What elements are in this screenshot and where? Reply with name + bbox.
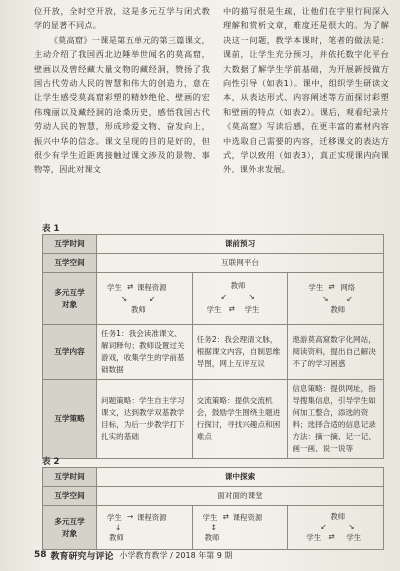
interaction-diagram [292, 510, 379, 546]
node-teacher: 教师 [330, 304, 346, 314]
diagram-cell [192, 273, 288, 325]
node-teacher: 教师 [131, 304, 146, 314]
arrow-icon: → [127, 511, 134, 521]
arrow-icon: ⇄ [127, 281, 134, 291]
interaction-diagram [101, 510, 188, 546]
node-student: 学生 [306, 532, 322, 542]
diagram-cell [97, 273, 193, 325]
row-header: 互学内容 [43, 325, 97, 380]
cell: 信息策略：提供网址，指导搜集信息，引导学生如何加工整合，添选的资料；选择合适的信息记录方法：摘一摘、记一记、画一画、说一说等 [288, 380, 384, 459]
interaction-diagram [292, 278, 379, 320]
page-number: 58 [34, 550, 47, 560]
arrow-icon: ↙ [149, 293, 156, 303]
diagram-cell [192, 506, 288, 550]
arrow-icon: ↙ [220, 291, 227, 301]
table-2-label: 表 2 [42, 457, 60, 467]
node-teacher: 教师 [204, 532, 220, 542]
table-row [43, 254, 384, 273]
cell: 课前预习 [97, 235, 384, 254]
cell: 问题策略：学生自主学习课文，达到教学双基教学目标，为后一步教学打下扎实的基础 [97, 380, 193, 459]
row-header: 互学策略 [43, 380, 97, 459]
table-1 [42, 234, 384, 459]
arrow-icon: ⇄ [328, 281, 335, 291]
paragraph: 《莫高窟》一课是第五单元的第三篇课文，主动介绍了我国西北边陲举世闻名的莫高窟，壁画以及曾经藏大量文物的藏经洞，赞扬了我国古代劳动人民的智慧和伟大的创造力，意在让学生感受莫高窟彩塑的精妙绝伦、壁画的宏伟瑰丽以及藏经洞的沧桑历史，感悟我国古代劳动人民的智慧，形成珍爱文物、奋发向上，振兴中华的信念。课文呈现的目的是好的，但很少有学生近距离接触过课文涉及的景物、事物等，因此对课文 [34, 34, 210, 175]
arrow-icon: ↓ [115, 522, 122, 532]
node-student: 学生 [244, 304, 260, 314]
interaction-diagram [101, 278, 188, 320]
interaction-diagram [197, 510, 284, 546]
node-resource: 课程资源 [137, 282, 167, 292]
cell: 任务1：我会读准课文、解词释句；教师设置过关游戏，收集学生的学前基础数据 [97, 325, 193, 380]
row-header: 互学空间 [43, 487, 97, 506]
table-row [43, 235, 384, 254]
node-network: 网络 [340, 282, 356, 292]
table-2 [42, 467, 384, 550]
node-student: 学生 [206, 304, 222, 314]
right-text-column [223, 4, 389, 177]
node-student: 学生 [107, 282, 122, 292]
arrow-icon: ↙ [346, 293, 353, 303]
node-teacher: 教师 [330, 511, 346, 521]
table-row [43, 468, 384, 487]
arrow-icon: ↘ [248, 291, 255, 301]
table-row [43, 506, 384, 550]
row-header [43, 506, 97, 550]
table-row [43, 273, 384, 325]
diagram-cell [288, 506, 384, 550]
header-line: 对象 [61, 528, 78, 538]
header-line: 多元互学 [54, 287, 85, 297]
arrow-icon: ↘ [322, 293, 329, 303]
node-student: 学生 [308, 282, 324, 292]
node-resource: 课程资源 [232, 512, 263, 522]
arrow-icon: ⇄ [228, 303, 235, 313]
table-row [43, 380, 384, 459]
cell: 交流策略：提供交流机会，鼓励学生围绕主题进行探讨，寻找兴趣点和困难点 [192, 380, 288, 459]
arrow-icon: ⇄ [328, 531, 335, 541]
left-text-column [34, 4, 210, 177]
node-student: 学生 [107, 512, 122, 522]
paragraph: 位开放，全时空开放，这是多元互学与闭式教学的显著不同点。 [34, 6, 210, 31]
node-teacher: 教师 [230, 280, 246, 290]
arrow-icon: ↘ [348, 521, 355, 531]
paragraph: 中的描写很是生疏，让他们在字里行间深入理解和赏析文章，难度还是很大的。为了解决这一问题，教学本课时，笔者的做法是：课前，让学生充分预习，并依托数字化平台大数据了解学生学前基础，为开展新授做方向性引导（如表1）。课中，组织学生研读文本，从表达形式、内容阐述等方面探讨彩塑和壁画的特点（如表2）。课后，观看纪录片《莫高窟》写读后感，在更丰富的素材内容中选取自己需要的内容，迁移课文的表达方式，学以致用（如表3），真正实现课内向课外、课外求发展。 [223, 6, 389, 175]
table-row [43, 325, 384, 380]
page-footer [34, 548, 389, 562]
interaction-diagram [197, 278, 284, 320]
row-header: 互学时间 [43, 468, 97, 487]
row-header [43, 273, 97, 325]
diagram-cell [288, 273, 384, 325]
table-row [43, 487, 384, 506]
row-header: 互学空间 [43, 254, 97, 273]
header-line: 多元互学 [54, 516, 85, 526]
arrow-icon: ↕ [210, 522, 217, 532]
diagram-cell [97, 506, 193, 550]
node-teacher: 教师 [109, 532, 124, 542]
arrow-icon: ↙ [320, 521, 327, 531]
table-1-label: 表 1 [42, 224, 60, 234]
journal-title: 教育研究与评论 [50, 551, 114, 562]
node-resource: 课程资源 [137, 512, 167, 522]
cell: 任务2：我会理清文脉，根据课文内容，自制思维导图，网上互评互议 [192, 325, 288, 380]
row-header: 互学时间 [43, 235, 97, 254]
arrow-icon: ⇄ [222, 511, 229, 521]
node-student: 学生 [202, 512, 218, 522]
journal-issue: 小学教育教学 / 2018 年第 9 期 [119, 550, 233, 560]
cell: 面对面的课堂 [97, 487, 384, 506]
cell: 课中探索 [97, 468, 384, 487]
arrow-icon: ↘ [121, 293, 128, 303]
cell: 互联网平台 [97, 254, 384, 273]
header-line: 对象 [61, 299, 78, 309]
cell: 遨游莫高窟数字化网站，阅读资料，提出自己解决不了的学习困惑 [288, 325, 384, 380]
node-student: 学生 [346, 532, 362, 542]
